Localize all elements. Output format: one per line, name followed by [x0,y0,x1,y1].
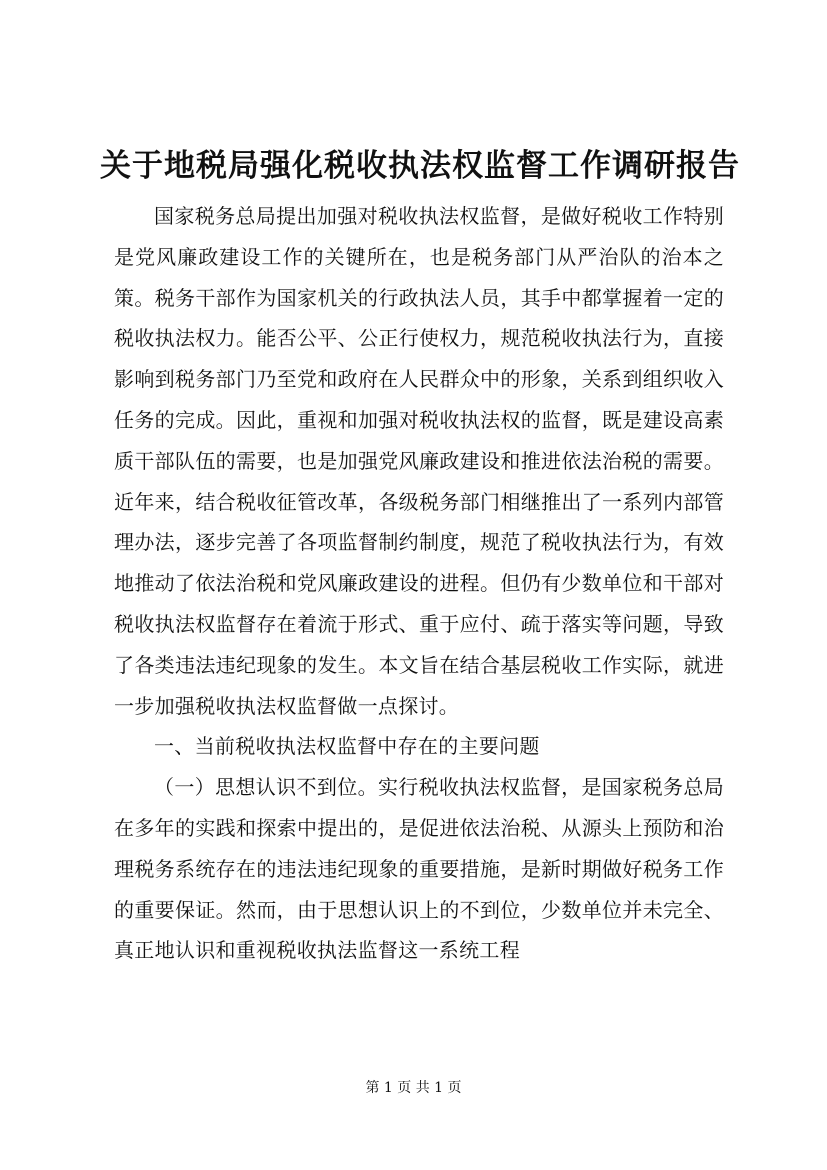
paragraph-introduction: 国家税务总局提出加强对税收执法权监督，是做好税收工作特别是党风廉政建设工作的关键所在，也是税务部门从严治队的治本之策。税务干部作为国家机关的行政执法人员，其手中都掌握着一定的税收执法权力。能否公平、公正行使权力，规范税收执法行为，直接影响到税务部门乃至党和政府在人民群众中的形象，关系到组织收入任务的完成。因此，重视和加强对税收执法权的监督，既是建设高素质干部队伍的需要，也是加强党风廉政建设和推进依法治税的需要。近年来，结合税收征管改革，各级税务部门相继推出了一系列内部管理办法，逐步完善了各项监督制约制度，规范了税收执法行为，有效地推动了依法治税和党风廉政建设的进程。但仍有少数单位和干部对税收执法权监督存在着流于形式、重于应付、疏于落实等问题，导致了各类违法违纪现象的发生。本文旨在结合基层税收工作实际，就进一步加强税收执法权监督做一点探讨。 [114,204,724,718]
page-footer: 第 1 页 共 1 页 [365,1080,462,1096]
document-body [114,196,724,971]
document-title: 关于地税局强化税收执法权监督工作调研报告 [100,148,740,184]
section-heading-main-problems: 一、当前税收执法权监督中存在的主要问题 [154,734,540,759]
paragraph-ideological-awareness: （一）思想认识不到位。实行税收执法权监督，是国家税务总局在多年的实践和探索中提出的，是促进依法治税、从源头上预防和治理税务系统存在的违法违纪现象的重要措施，是新时期做好税务工作的重要保证。然而，由于思想认识上的不到位，少数单位并未完全、真正地认识和重视税收执法监督这一系统工程 [114,775,724,963]
